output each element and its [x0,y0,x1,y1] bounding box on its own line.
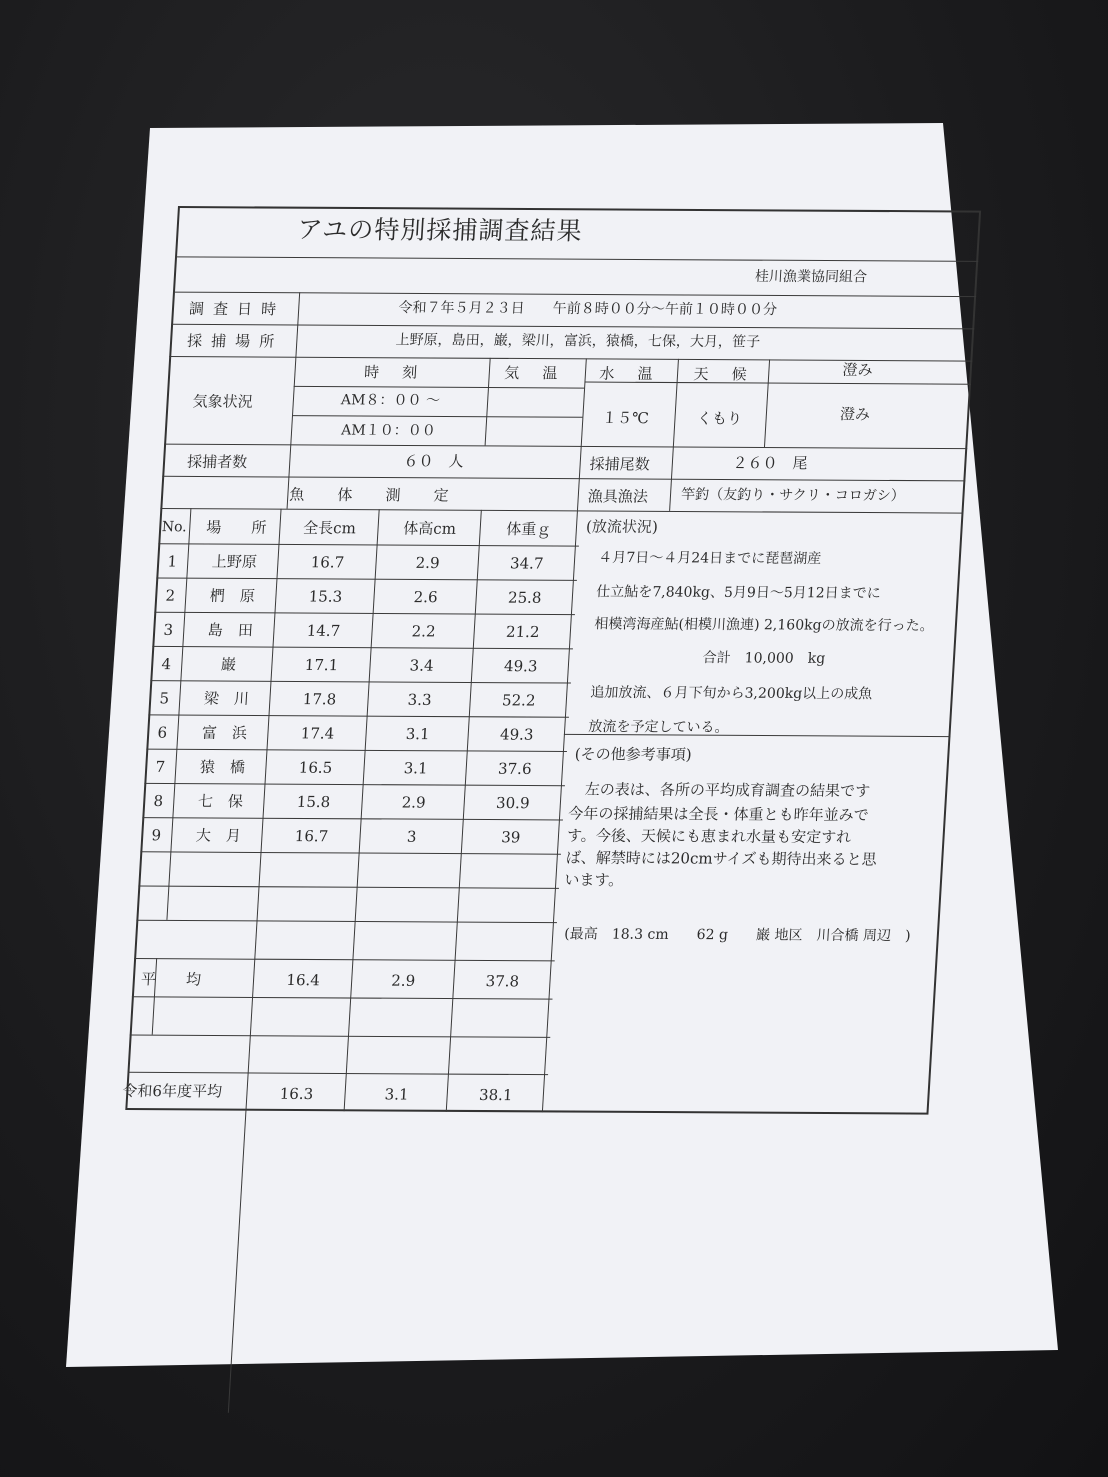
row-no: 9 [151,826,162,845]
average-height: 2.9 [390,971,416,990]
row-weight: 30.9 [495,793,531,813]
row-height: 2.9 [401,793,427,812]
row-weight: 49.3 [503,656,539,676]
row-weight: 21.2 [505,622,541,642]
organization-name: 桂川漁業協同組合 [754,268,868,286]
row-no: 1 [166,552,178,571]
prev-year-label: 令和6年度平均 [121,1081,223,1101]
measurement-title: 魚 体 測 定 [288,485,459,505]
release-total: 合計 10,000 kg [702,650,826,667]
row-no: 5 [159,689,170,708]
fish-count-value: ２６０ 尾 [731,453,809,473]
row-height: 3.1 [405,724,431,744]
release-line: 放流を予定している。 [587,718,730,736]
fish-count-label: 採捕尾数 [589,455,651,474]
place-value: 上野原，島田，巌，梁川，富浜，猿橋，七保，大月，笹子 [395,332,761,351]
time-from: AM８：００ ～ [340,392,441,409]
row-no: 8 [153,791,164,811]
col-weight: 体重ｇ [505,520,552,539]
notes-heading: (その他参考事項) [574,745,693,764]
sky-label: 天 候 [693,365,752,384]
release-line: ４月7日～４月24日までに琵琶湖産 [597,549,822,568]
row-height: 3 [406,827,417,846]
notes-line: す。今後、天候にも恵まれ水量も安定すれ [566,826,852,847]
clarity-value: 澄み [839,405,871,424]
average-weight: 37.8 [485,972,520,991]
release-heading: (放流状況) [585,517,659,537]
col-no: No. [161,519,188,536]
prev-year-weight: 38.1 [478,1085,514,1105]
notes-line: います。 [563,870,624,890]
sky-value: くもり [696,409,743,428]
row-height: 3.4 [409,656,435,675]
row-weight: 34.7 [509,554,545,573]
date-label: 調査日時 [188,299,286,319]
row-weight: 25.8 [507,588,543,607]
time-label: 時 刻 [363,363,422,382]
average-length: 16.4 [285,970,321,990]
water-temp-value: １５℃ [601,408,650,428]
row-height: 3.1 [403,759,429,778]
row-place: 猿 橋 [199,757,246,777]
date-value: 令和７年５月２３日 午前８時００分～午前１０時００分 [397,299,778,319]
row-length: 16.7 [310,553,345,572]
weather-label: 気象状況 [192,392,254,411]
record-note: (最高 18.3 cm 62 g 巌 地区 川合橋 周辺 ) [563,926,912,945]
notes-line: ば、解禁時には20cmサイズも期待出来ると思 [565,848,878,869]
col-place: 場 所 [205,518,267,537]
row-place: 上野原 [211,552,258,571]
row-place: 梁 川 [203,689,250,708]
row-weight: 49.3 [499,725,535,744]
clarity-label: 澄み [842,360,874,380]
row-length: 16.7 [294,827,329,846]
row-no: 6 [157,723,168,742]
row-height: 2.9 [415,553,441,573]
row-no: 3 [162,620,174,639]
water-temp-label: 水 温 [598,364,658,383]
row-place: 島 田 [207,621,254,640]
gear-value: 竿釣（友釣り・サクリ・コロガシ） [680,486,906,505]
notes-line: 左の表は、各所の平均成育調査の結果です [584,780,871,801]
time-to: AM１０：００ [340,422,437,440]
catchers-value: ６０ 人 [403,451,465,471]
row-place: 巌 [220,655,237,674]
prev-year-height: 3.1 [384,1085,410,1104]
survey-form [121,206,981,1115]
row-height: 2.2 [411,622,437,641]
catchers-label: 採捕者数 [186,452,248,472]
place-label: 採捕場所 [186,331,284,351]
row-length: 17.8 [302,690,337,709]
row-place: 椚 原 [209,586,256,606]
col-length: 全長cm [302,518,357,538]
row-height: 3.3 [407,690,433,709]
row-length: 16.5 [298,758,333,777]
release-line: 相模湾海産鮎(相模川漁連) 2,160kgの放流を行った。 [593,616,935,635]
row-no: 4 [161,655,172,674]
gear-label: 漁具漁法 [587,487,649,506]
row-length: 15.3 [308,587,343,606]
row-no: 7 [155,757,166,776]
row-weight: 39 [500,828,521,847]
row-length: 17.4 [300,724,335,743]
row-length: 17.1 [304,655,339,675]
document-title: アユの特別採捕調査結果 [296,214,584,246]
notes-line: 今年の採捕結果は全長・体重とも昨年並みで [567,804,870,825]
prev-year-length: 16.3 [279,1084,314,1104]
row-weight: 52.2 [501,691,537,710]
row-length: 14.7 [306,621,341,640]
row-height: 2.6 [413,588,439,607]
row-no: 2 [164,586,176,605]
row-weight: 37.6 [497,759,533,778]
air-temp-label: 気 温 [503,363,562,383]
row-length: 15.8 [296,792,331,812]
row-place: 七 保 [197,792,244,811]
row-place: 富 浜 [201,723,248,743]
col-height: 体高cm [402,519,457,538]
row-place: 大 月 [195,826,242,845]
average-label: 平 均 [140,970,202,989]
release-line: 追加放流、６月下旬から3,200kg以上の成魚 [589,684,873,703]
release-line: 仕立鮎を7,840kg、5月9日～5月12日までに [595,584,882,602]
